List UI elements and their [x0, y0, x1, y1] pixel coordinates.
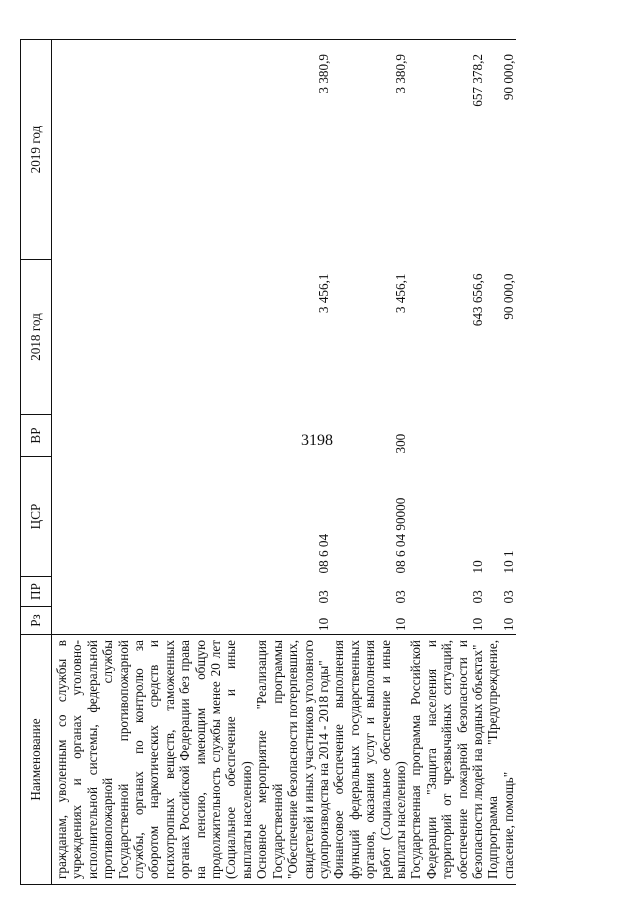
row-csr: 08 6 04 90000 — [392, 497, 408, 574]
row-pr: 03 — [315, 590, 331, 604]
row-pr: 03 — [392, 590, 408, 604]
row-rz: 10 — [392, 617, 408, 631]
row-csr: 10 — [469, 560, 485, 574]
row-vr: 300 — [392, 433, 408, 454]
row-rz — [52, 607, 255, 635]
row-name: Основное мероприятие "Реализация Государственной программы "Обеспечение безопасности потерпевших, свидетелей и иных участников уголовного судопроизводства на 2014 - 2018 годы" — [254, 635, 331, 885]
table-row — [408, 40, 485, 885]
row-name: Подпрограмма "Предупреждение, спасение, помощь" — [485, 635, 516, 885]
row-vr — [408, 415, 485, 457]
header-csr: ЦСР — [21, 457, 52, 577]
table-row — [331, 40, 408, 885]
header-rz: Рз — [21, 607, 52, 635]
table-header-row — [21, 40, 52, 885]
row-2019 — [52, 40, 255, 260]
row-2018 — [52, 260, 255, 415]
row-csr: 08 6 04 — [315, 533, 331, 574]
budget-table — [20, 39, 516, 885]
row-2019: 3 380,9 — [254, 40, 331, 260]
page-number: 3198 — [301, 432, 333, 449]
row-csr — [52, 457, 255, 577]
row-vr — [52, 415, 255, 457]
table-row — [485, 40, 516, 885]
row-2018: 3 456,1 — [392, 273, 408, 314]
row-name: Финансовое обеспечение выполнения функций федеральных государственных органов, оказания услуг и выполнения работ (Социальное обеспечение и иные выплаты населению) — [331, 635, 408, 885]
table-row — [254, 40, 331, 885]
row-2019: 657 378,2 — [408, 40, 485, 260]
row-rz: 10 — [469, 617, 485, 631]
header-2019: 2019 год — [21, 40, 52, 260]
header-vr: ВР — [21, 415, 52, 457]
row-vr — [254, 415, 331, 457]
table-row — [52, 40, 255, 885]
row-pr — [52, 577, 255, 607]
row-2019: 90 000,0 — [485, 40, 516, 260]
row-rz: 10 — [500, 617, 516, 631]
row-vr — [485, 415, 516, 457]
row-2018: 3 456,1 — [315, 273, 331, 314]
header-pr: ПР — [21, 577, 52, 607]
row-2018: 643 656,6 — [469, 273, 485, 327]
rotated-table-container — [20, 40, 600, 885]
header-2018: 2018 год — [21, 260, 52, 415]
row-rz: 10 — [315, 617, 331, 631]
row-2018: 90 000,0 — [500, 273, 516, 320]
row-pr: 03 — [469, 590, 485, 604]
header-name: Наименование — [21, 635, 52, 885]
row-2019: 3 380,9 — [331, 40, 408, 260]
row-csr: 10 1 — [500, 550, 516, 574]
row-pr: 03 — [500, 590, 516, 604]
row-name: Государственная программа Российской Федерации "Защита населения и территорий от чрезвычайных ситуаций, обеспечение пожарной безопасности и безопасности людей на водных объектах" — [408, 635, 485, 885]
row-name: гражданам, уволенным со службы в учреждениях и органах уголовно-исполнительной системы, федеральной противопожарной службы Государственной противопожарной службы, органах по контролю за оборотом наркотических средств и психотропных веществ, таможенных органах Российской Федерации без права на пенсию, имеющим общую продолжительность службы менее 20 лет (Социальное обеспечение и иные выплаты населению) — [52, 635, 255, 885]
